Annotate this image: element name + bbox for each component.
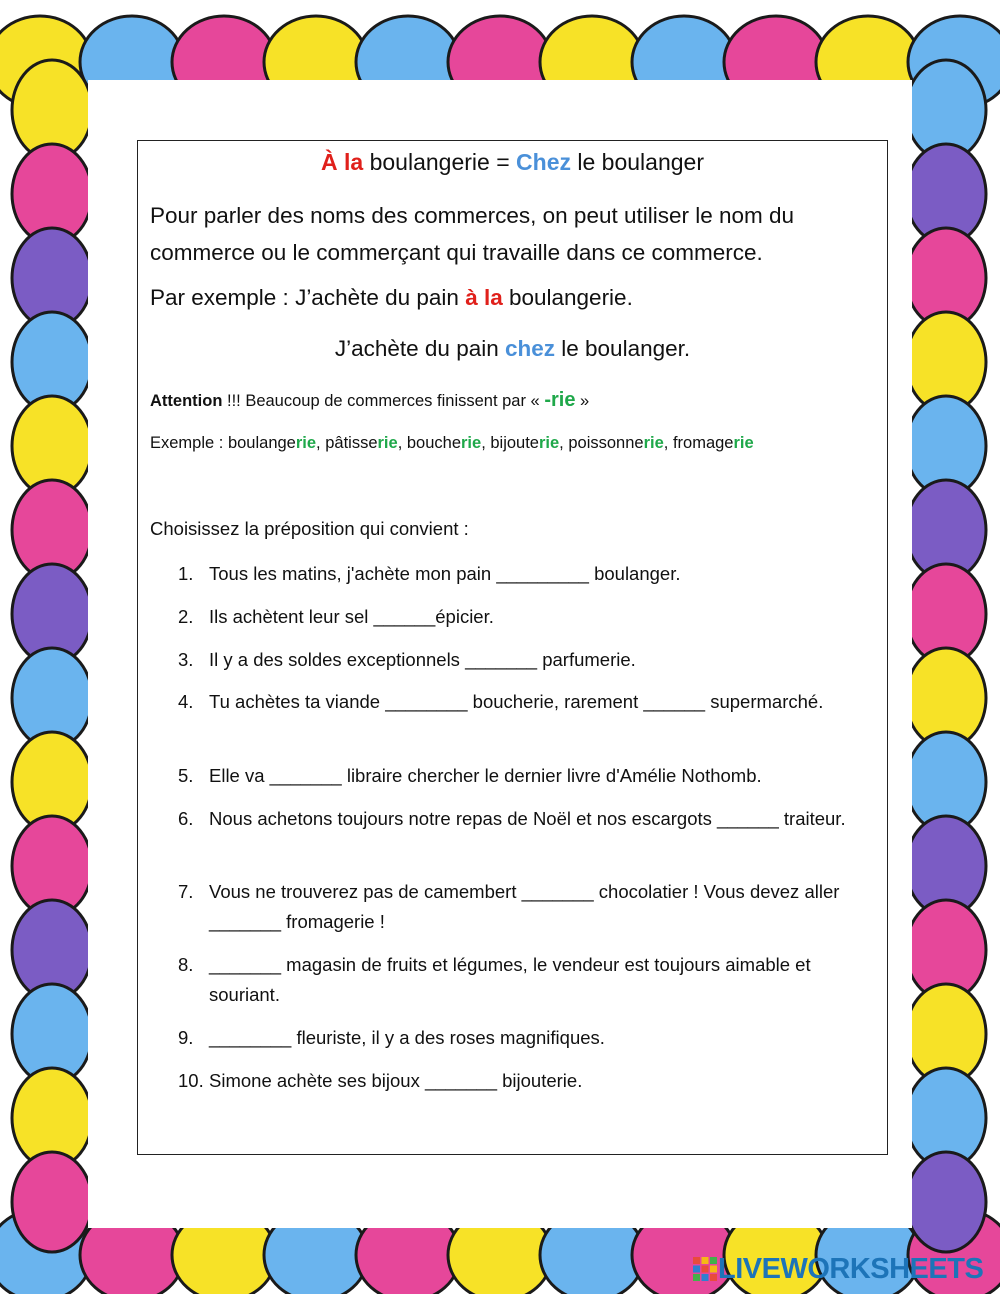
question-number: 3. xyxy=(178,649,194,670)
example-word-suffix: rie xyxy=(643,434,664,452)
question-text: ________ fleuriste, il y a des roses magnifiques. xyxy=(209,1027,605,1048)
title-boulangerie: boulangerie = xyxy=(363,149,517,175)
title-boulanger: le boulanger xyxy=(570,149,704,175)
question-item xyxy=(178,761,878,791)
question-number: 4. xyxy=(178,691,194,712)
question-number: 2. xyxy=(178,606,194,627)
question-number: 5. xyxy=(178,765,194,786)
title-a-la: À la xyxy=(321,149,364,175)
question-text: Tu achètes ta viande ________ boucherie, rarement ______ supermarché. xyxy=(209,691,824,712)
liveworksheets-watermark: LIVEWORKSHEETS xyxy=(692,1252,983,1286)
example-chez: J’achète du pain chez le boulanger. xyxy=(334,336,691,361)
attention-note: Attention !!! Beaucoup de commerces finissent par « -rie » xyxy=(150,389,590,411)
scallop-left xyxy=(12,1152,92,1252)
question-item xyxy=(178,1066,878,1096)
suffix-rie: -rie xyxy=(544,389,576,411)
scallop-right xyxy=(906,1152,986,1252)
question-item xyxy=(178,559,878,589)
example-word: pâtisse xyxy=(325,434,378,452)
question-text: _______ magasin de fruits et légumes, le vendeur est toujours aimable et souriant. xyxy=(209,954,811,1005)
question-text: Elle va _______ libraire chercher le dernier livre d'Amélie Nothomb. xyxy=(209,765,762,786)
page-title xyxy=(138,149,887,176)
title-chez: Chez xyxy=(516,149,571,175)
question-number: 1. xyxy=(178,563,194,584)
example-word: fromage xyxy=(672,434,734,452)
question-text: Il y a des soldes exceptionnels _______ parfumerie. xyxy=(209,649,636,670)
example-word-suffix: rie xyxy=(538,434,560,452)
question-item xyxy=(178,602,878,632)
examples-line: Exemple : boulangerie, pâtisserie, boucherie, bijouterie, poissonnerie, fromagerie xyxy=(150,434,754,452)
example-word: poissonne xyxy=(568,434,644,452)
question-text: Simone achète ses bijoux _______ bijouterie. xyxy=(209,1070,583,1091)
intro-paragraph: Pour parler des noms des commerces, on peut utiliser le nom du commerce ou le commerçant qui travaille dans ce commerce. xyxy=(150,203,795,265)
question-item xyxy=(178,645,878,675)
example-word: bijoute xyxy=(490,434,539,452)
question-item xyxy=(178,687,878,717)
example-word-suffix: rie xyxy=(461,434,482,452)
question-text: Nous achetons toujours notre repas de Noël et nos escargots ______ traiteur. xyxy=(209,808,846,829)
question-item xyxy=(178,804,878,834)
instruction: Choisissez la préposition qui convient : xyxy=(150,518,469,539)
question-text: Tous les matins, j'achète mon pain _________ boulanger. xyxy=(209,563,681,584)
question-number: 7. xyxy=(178,881,194,902)
question-text: Vous ne trouverez pas de camembert _______ chocolatier ! Vous devez aller _______ fromagerie ! xyxy=(209,881,840,932)
question-text: Ils achètent leur sel ______épicier. xyxy=(209,606,494,627)
example-word-suffix: rie xyxy=(295,434,317,452)
example-a-la: Par exemple : J’achète du pain à la boulangerie. xyxy=(150,285,633,310)
example-word: boulange xyxy=(227,434,296,452)
example-word-suffix: rie xyxy=(733,434,754,452)
question-item xyxy=(178,877,878,937)
question-number: 8. xyxy=(178,954,194,975)
question-number: 6. xyxy=(178,808,194,829)
example-word: bouche xyxy=(406,434,461,452)
attention-label: Attention xyxy=(150,392,223,410)
worksheet-card xyxy=(137,140,888,1155)
question-number: 9. xyxy=(178,1027,194,1048)
question-item xyxy=(178,950,878,1010)
liveworksheets-logo-icon xyxy=(692,1256,718,1282)
question-item xyxy=(178,1023,878,1053)
example-word-suffix: rie xyxy=(377,434,398,452)
question-number: 10. xyxy=(178,1070,204,1091)
